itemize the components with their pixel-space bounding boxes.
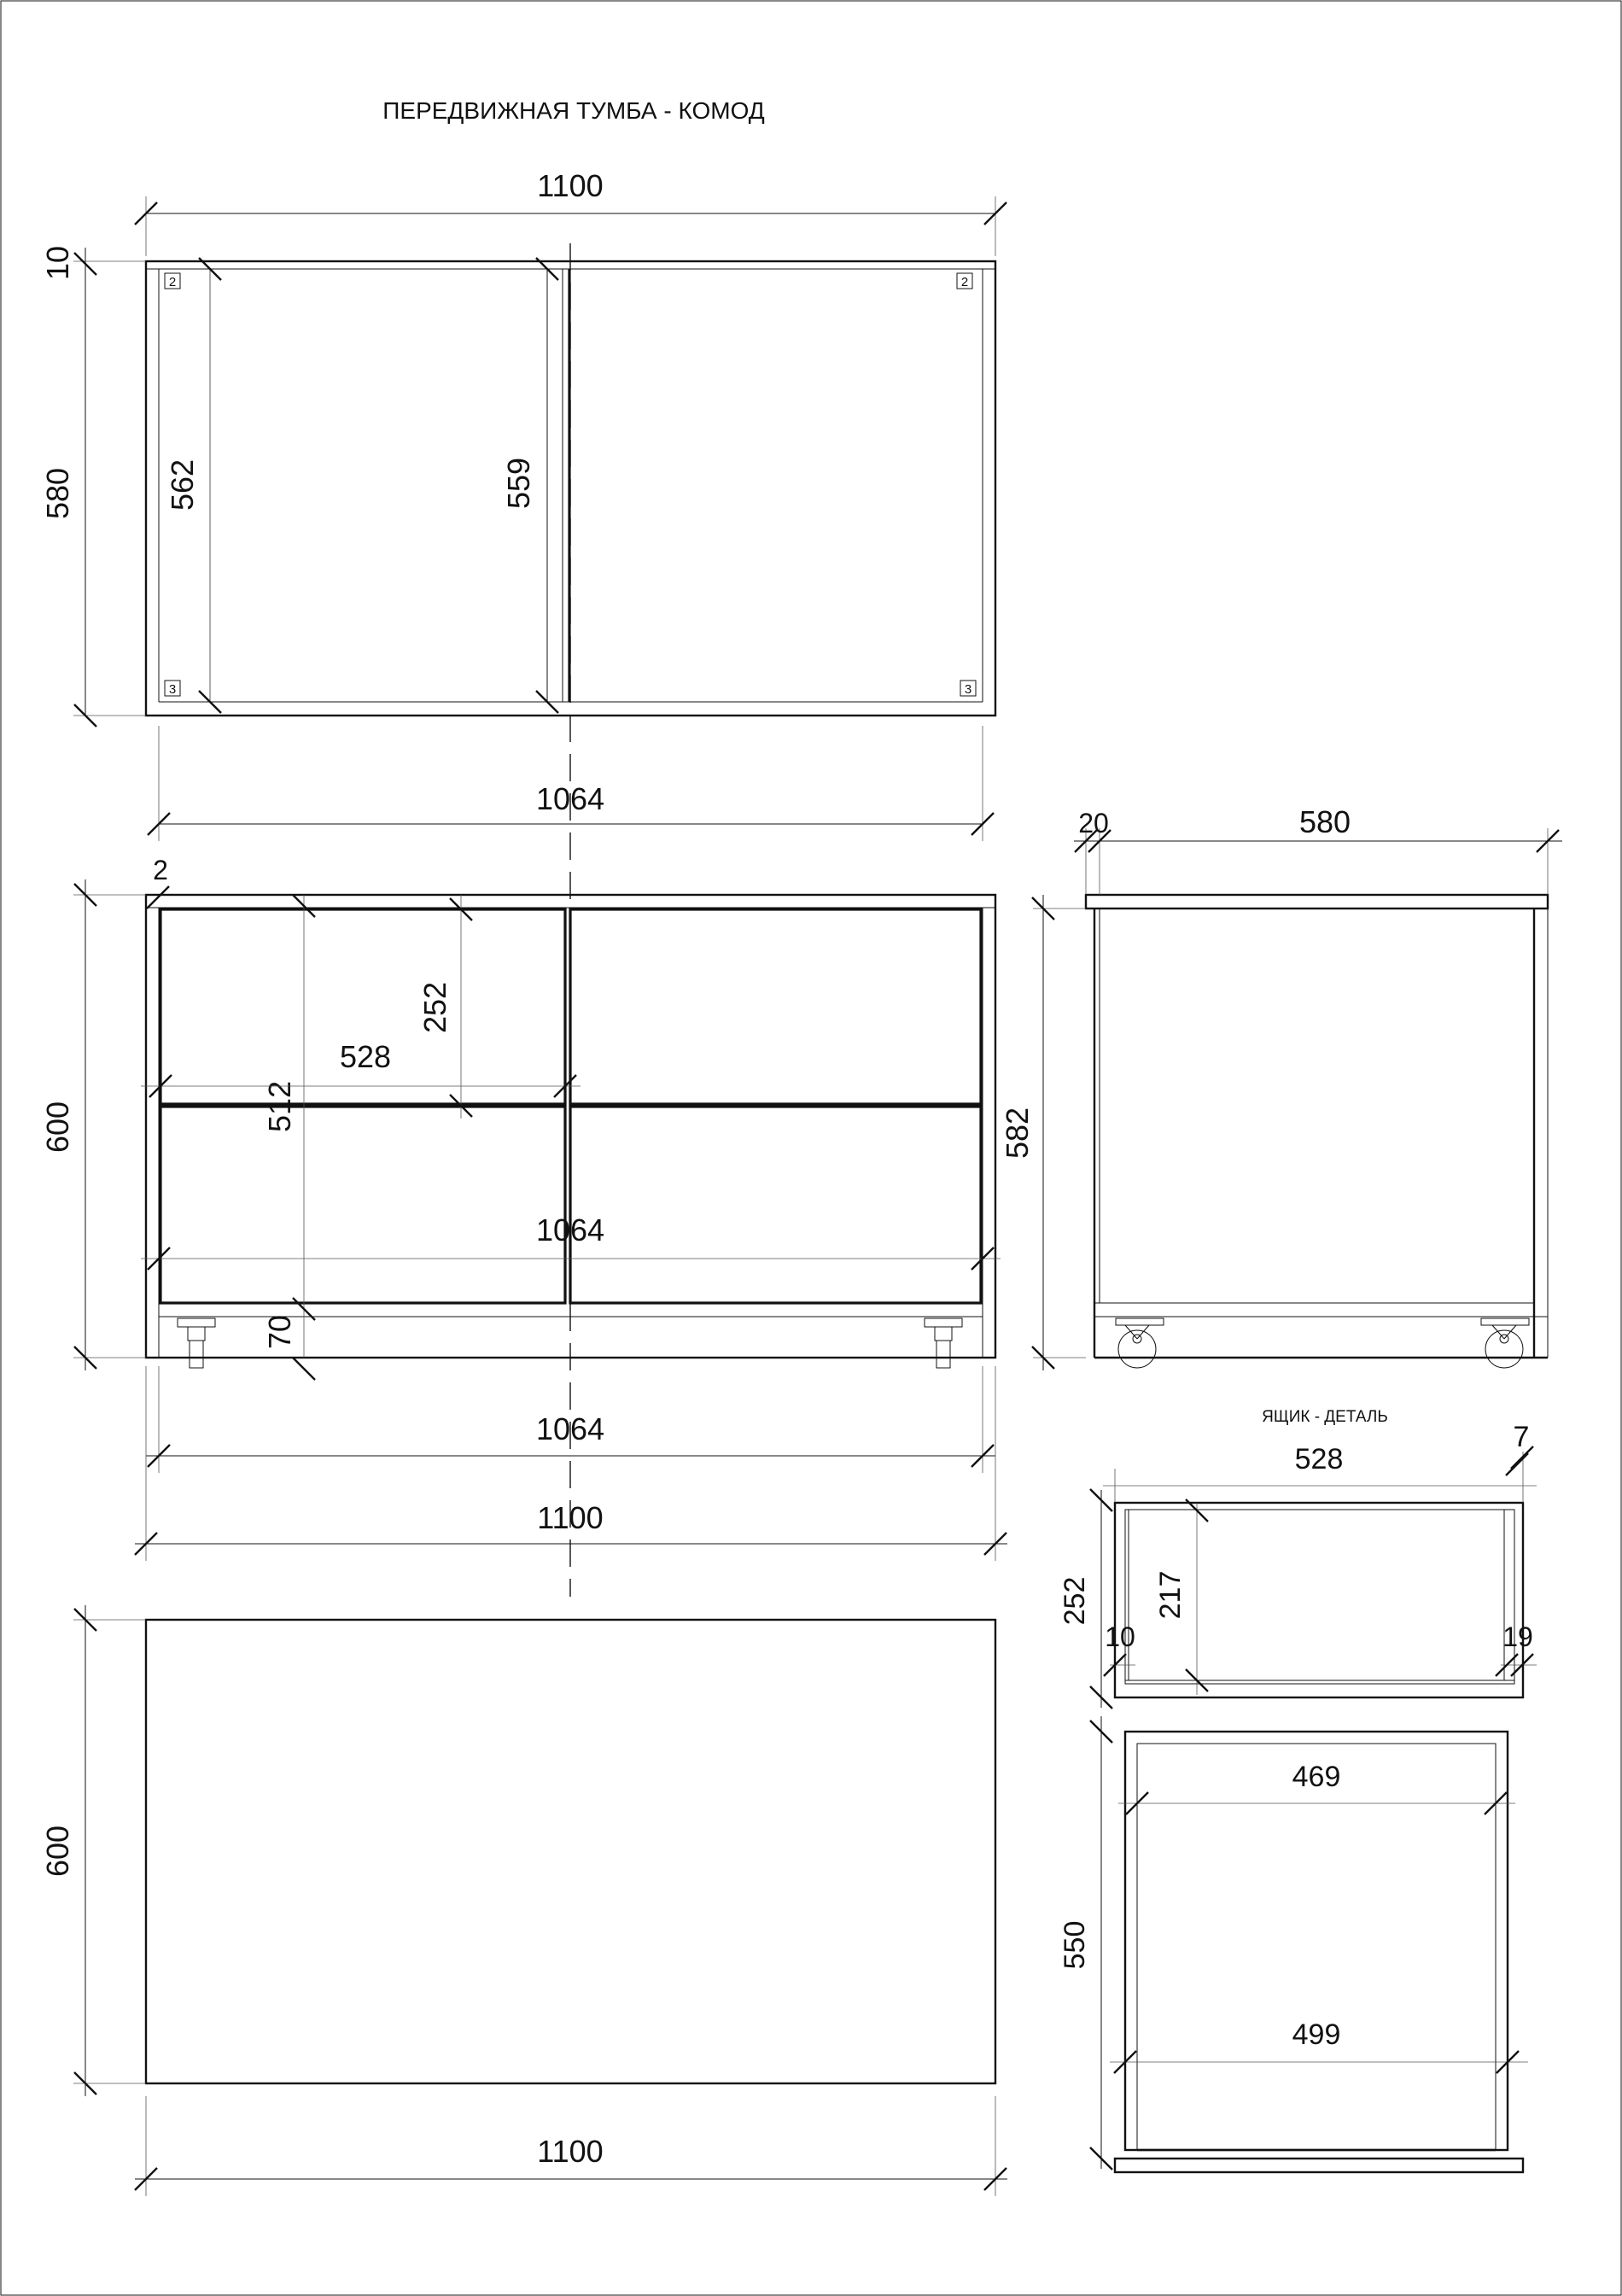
dim-left-offset-label: 10 [1105,1621,1135,1652]
dim-detail-width-label: 528 [1294,1443,1344,1475]
dim-top-thickness-label: 10 [40,245,75,281]
plan-view [40,1605,1007,2196]
dim-top-width-label: 1100 [537,168,604,203]
dim-inner-bottom-label: 1064 [535,1411,605,1446]
dim-inner-front-label: 469 [1292,1761,1341,1793]
dim-left-inner-label: 562 [165,459,200,511]
dim-inner-height-label: 217 [1154,1570,1187,1620]
dim-inner-width-label: 1064 [535,781,605,816]
dim-inner-mid-label: 1064 [535,1212,605,1247]
side-view [1000,804,1562,1370]
drawer-bottom-left [160,1107,565,1303]
side-caster-right [1481,1318,1529,1368]
dim-plinth-height-label: 70 [262,1314,297,1350]
dim-right-offset-label: 19 [1502,1621,1533,1652]
badge-bottom-right-label: 3 [964,682,972,697]
badge-top-right-label: 2 [960,275,969,289]
dim-detail-depth-label: 550 [1059,1920,1091,1970]
drawer-top-left [160,909,565,1104]
drawer-detail [1059,1408,1537,2172]
drawer-top-right [570,909,981,1104]
dim-overhang-label: 20 [1078,808,1109,838]
badge-bottom-left-label: 3 [168,682,177,697]
dim-plan-depth-label: 600 [40,1825,75,1878]
caster-left [178,1318,215,1368]
badge-top-left-label: 2 [168,275,177,289]
dim-top-depth-label: 580 [40,467,75,520]
dim-side-height-label: 512 [262,1080,297,1133]
dim-drawer-height-label: 252 [417,981,452,1034]
dim-tick [147,886,169,908]
detail-title: ЯЩИК - ДЕТАЛЬ [1262,1408,1388,1426]
dim-plan-width-label: 1100 [537,2134,604,2169]
dim-detail-side-label: 7 [1513,1421,1530,1453]
drawing-title: ПЕРЕДВИЖНАЯ ТУМБА - КОМОД [382,97,765,124]
drawer-plan-outer [1125,1732,1508,2150]
side-caster-left [1116,1318,1164,1368]
caster-right [925,1318,962,1368]
dim-front-width-label: 1100 [537,1500,604,1535]
dim-side-height-label: 582 [1000,1107,1035,1160]
dim-side-depth-label: 580 [1298,804,1351,839]
dim-drawer-width-label: 528 [339,1039,392,1074]
dim-tick [1506,1453,1528,1475]
sheet-border [1,1,1621,2295]
dim-front-height-label: 600 [40,1101,75,1154]
dim-center-height-label: 559 [501,457,536,510]
drawer-bottom-right [570,1107,981,1303]
dim-detail-height-label: 252 [1059,1576,1091,1626]
side-top [1086,895,1548,908]
dim-tick [293,1358,315,1380]
drawer-plan-inner [1137,1744,1496,2150]
plan-outline [146,1620,995,2083]
drawer-plan-front [1115,2159,1523,2172]
front-view [40,855,1007,1561]
dim-gap-label: 2 [153,855,168,885]
dim-inner-back-label: 499 [1292,2018,1341,2051]
top-view [40,168,1006,841]
